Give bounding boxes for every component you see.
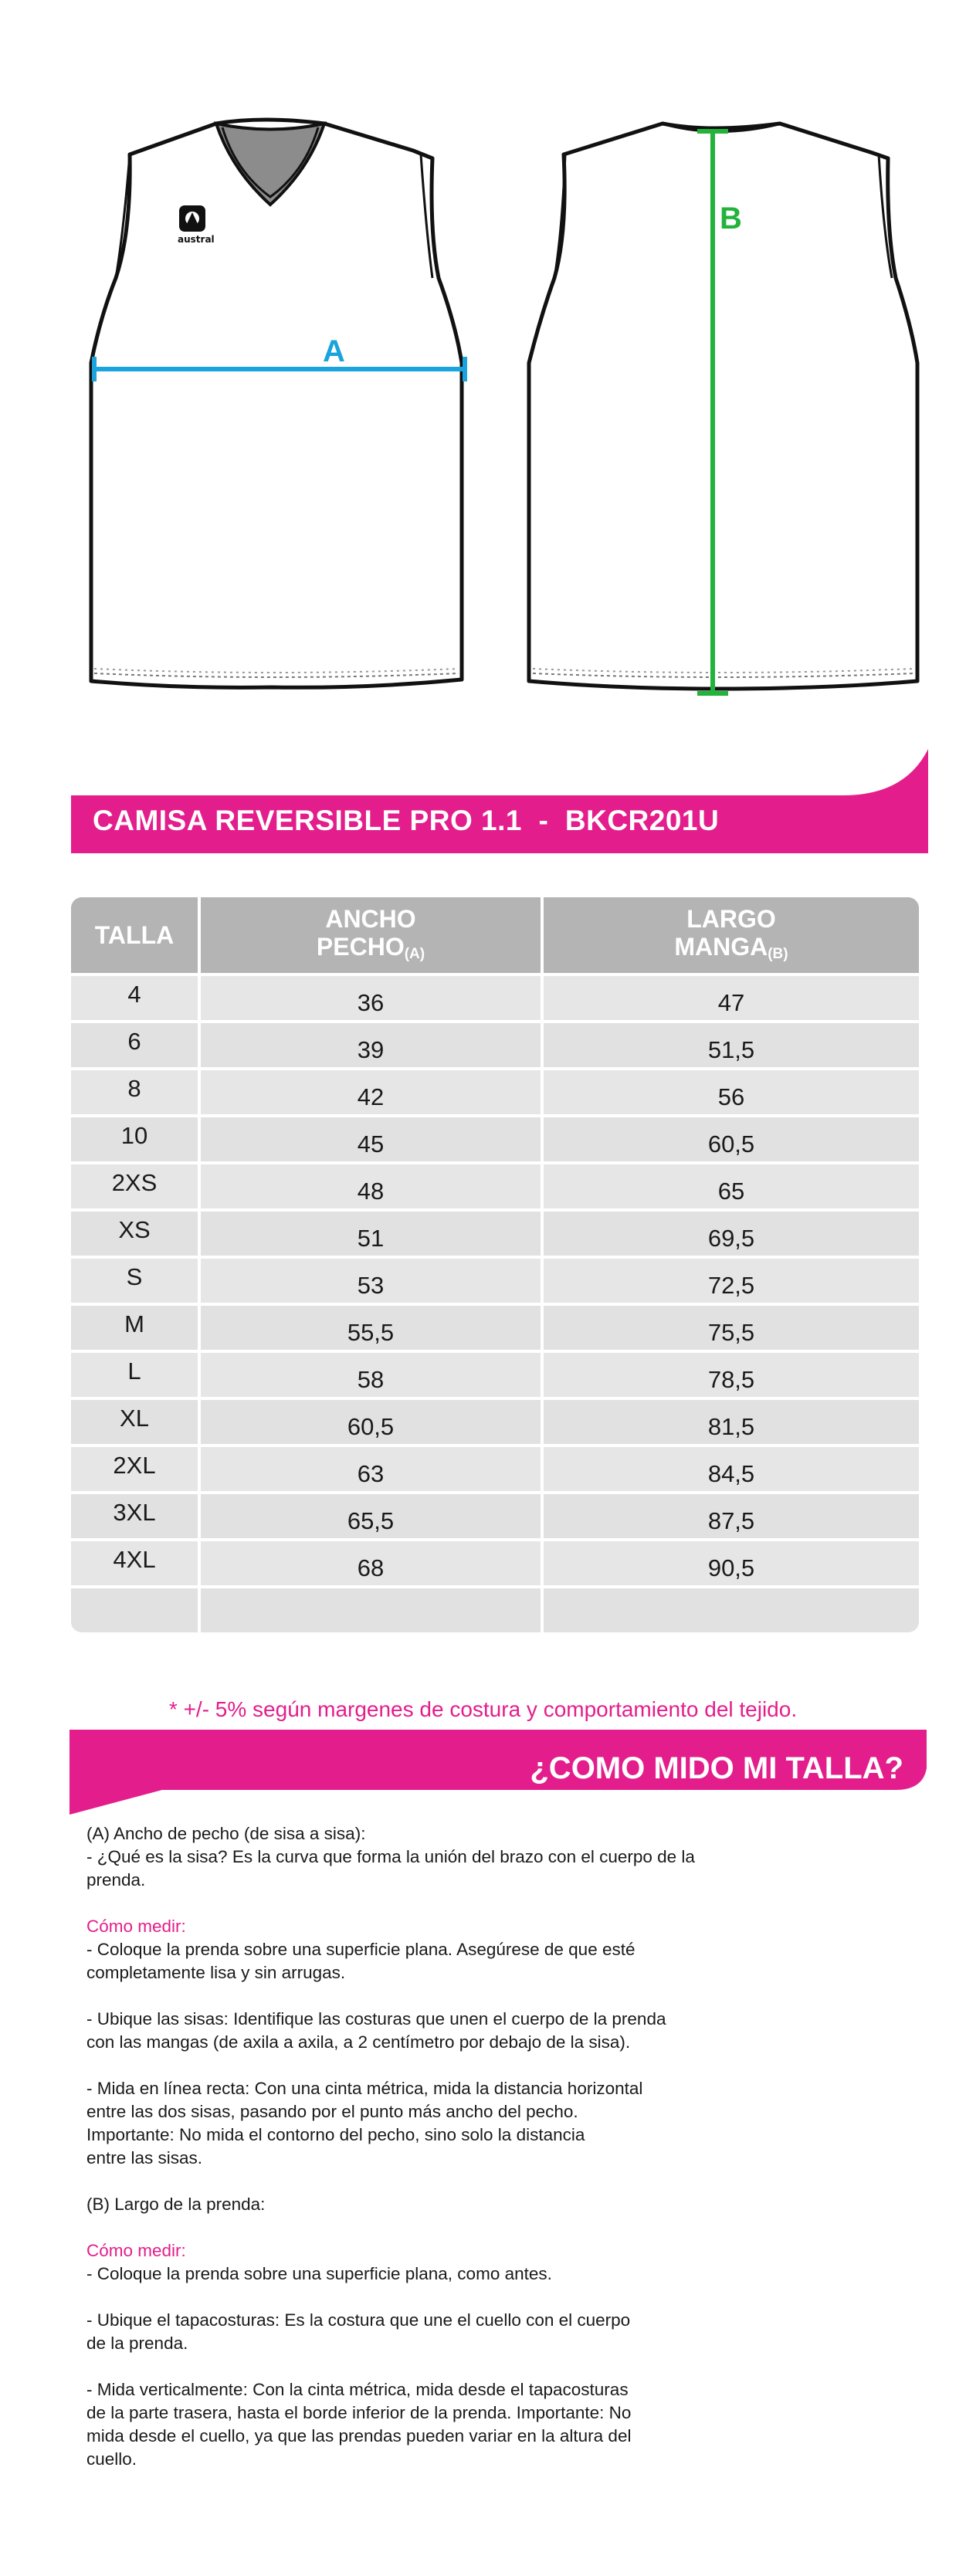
chest-cell: 65,5 <box>201 1494 544 1538</box>
howto-title: ¿COMO MIDO MI TALLA? <box>530 1751 903 1785</box>
size-cell: XL <box>71 1400 201 1444</box>
length-cell: 51,5 <box>707 1035 755 1063</box>
howto-banner <box>69 1730 927 1815</box>
size-table <box>71 897 919 1632</box>
chest-cell: 45 <box>201 1117 544 1161</box>
chest-cell: 36 <box>201 976 544 1020</box>
chest-cell: 55,5 <box>201 1306 544 1350</box>
length-cell: 81,5 <box>707 1412 755 1440</box>
section-b-intro: (B) Largo de la prenda: <box>86 2195 266 2214</box>
header-chest: ANCHO $PECHO_{(A)}$ <box>201 897 544 973</box>
section-b-step2: - Ubique el tapacosturas: Es la costura que une el cuello con el cuerpo de la prenda. <box>86 2310 631 2353</box>
table-row <box>71 1020 919 1067</box>
tolerance-note: * +/- 5% según margenes de costura y comportamiento del tejido. <box>168 1697 798 1721</box>
length-cell: 78,5 <box>707 1365 755 1393</box>
chest-cell: 58 <box>201 1353 544 1397</box>
size-cell: 8 <box>71 1070 201 1114</box>
table-row <box>71 1303 919 1350</box>
length-cell: 60,5 <box>707 1130 755 1158</box>
length-cell: 65 <box>717 1177 745 1205</box>
table-body <box>71 973 919 1632</box>
length-cell: 69,5 <box>707 1224 755 1252</box>
length-cell <box>544 1588 919 1632</box>
size-cell <box>71 1588 201 1632</box>
chest-cell: 60,5 <box>201 1400 544 1444</box>
length-cell: 75,5 <box>707 1318 755 1346</box>
length-cell: 90,5 <box>707 1554 755 1581</box>
table-row <box>71 1208 919 1256</box>
chest-cell: 42 <box>201 1070 544 1114</box>
length-cell: 47 <box>717 988 745 1016</box>
page-title: CAMISA REVERSIBLE PRO 1.1 - BKCR201U <box>93 805 720 836</box>
title-banner <box>71 749 928 865</box>
chest-cell: 53 <box>201 1259 544 1303</box>
table-row <box>71 1444 919 1491</box>
chest-cell: 48 <box>201 1164 544 1208</box>
size-cell: 6 <box>71 1023 201 1067</box>
table-row <box>71 1350 919 1397</box>
header-size: TALLA <box>71 897 201 973</box>
table-header <box>71 897 919 973</box>
section-a-step1: Cómo medir: - Coloque la prenda sobre una superficie plana. Asegúrese de que esté completamente lisa y sin arrugas. <box>86 1915 720 1985</box>
garment-illustrations <box>0 0 966 741</box>
section-b-step1: Cómo medir: - Coloque la prenda sobre una superficie plana, como antes. <box>86 2239 720 2286</box>
size-cell: S <box>71 1259 201 1303</box>
size-cell: 4 <box>71 976 201 1020</box>
chest-cell: 63 <box>201 1447 544 1491</box>
measure-a-label: A <box>323 334 345 368</box>
table-row <box>71 1538 919 1585</box>
section-b-step3: - Mida verticalmente: Con la cinta métrica, mida desde el tapacosturas de la parte trasera, hasta el borde inferior de la prenda. Importante: No mida desde el cuello, ya que las prendas pueden variar en la altura del cuello. <box>86 2380 632 2469</box>
length-cell: 72,5 <box>707 1271 755 1299</box>
section-a-step3: - Mida en línea recta: Con una cinta métrica, mida la distancia horizontal entre las dos sisas, pasando por el punto más ancho del pecho. Importante: No mida el contorno del pecho, sino solo la distancia entre las sisas. <box>86 2079 643 2168</box>
table-row <box>71 973 919 1020</box>
chest-cell: 68 <box>201 1541 544 1585</box>
size-cell: XS <box>71 1212 201 1256</box>
size-cell: 2XL <box>71 1447 201 1491</box>
measure-b-label: B <box>720 202 742 236</box>
how-label: Cómo medir: <box>86 1917 186 1936</box>
header-length: LARGO $MANGA_{(B)}$ <box>674 905 788 962</box>
length-cell: 56 <box>717 1083 745 1110</box>
table-row <box>71 1067 919 1114</box>
chest-cell: 51 <box>201 1212 544 1256</box>
size-cell: L <box>71 1353 201 1397</box>
front-shirt-drawing <box>91 120 462 687</box>
length-cell: 87,5 <box>707 1507 755 1534</box>
measure-instructions <box>86 1822 720 2494</box>
table-row <box>71 1161 919 1208</box>
length-cell: 84,5 <box>707 1459 755 1487</box>
size-cell: M <box>71 1306 201 1350</box>
size-cell: 4XL <box>71 1541 201 1585</box>
size-cell: 10 <box>71 1117 201 1161</box>
table-row <box>71 1397 919 1444</box>
section-a-step2: - Ubique las sisas: Identifique las costuras que unen el cuerpo de la prenda con las mangas (de axila a axila, a 2 centímetro por debajo de la sisa). <box>86 2009 666 2052</box>
table-row <box>71 1256 919 1303</box>
chest-cell <box>201 1588 544 1632</box>
logo-text: austral <box>178 234 215 245</box>
table-row <box>71 1491 919 1538</box>
size-cell: 2XS <box>71 1164 201 1208</box>
table-row <box>71 1585 919 1632</box>
size-cell: 3XL <box>71 1494 201 1538</box>
how-label: Cómo medir: <box>86 2241 186 2260</box>
section-a-intro: (A) Ancho de pecho (de sisa a sisa): - ¿Qué es la sisa? Es la curva que forma la unión del brazo con el cuerpo de la prenda. <box>86 1824 695 1890</box>
chest-cell: 39 <box>201 1023 544 1067</box>
table-row <box>71 1114 919 1161</box>
